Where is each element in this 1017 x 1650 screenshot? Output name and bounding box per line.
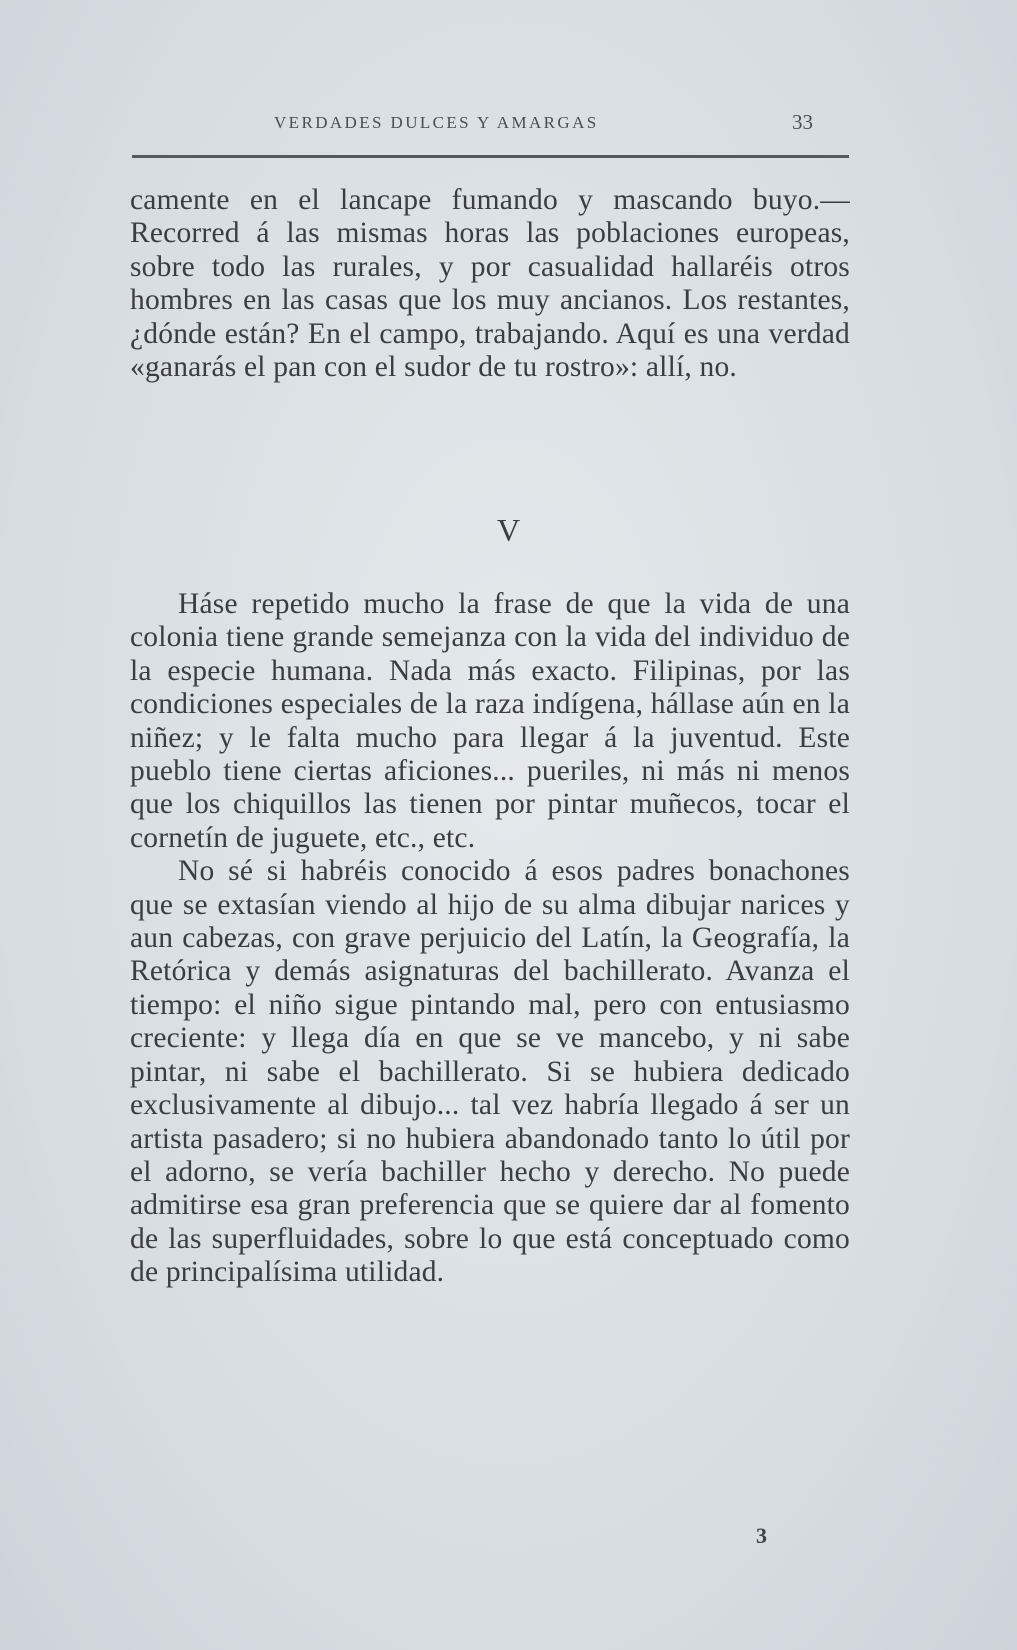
running-title: VERDADES DULCES Y AMARGAS xyxy=(274,113,599,132)
header-rule xyxy=(132,155,849,158)
section-heading: V xyxy=(496,512,521,548)
page-number: 33 xyxy=(792,110,813,134)
paragraph-2: No sé si habréis conocido á esos padres bonachones que se extasían viendo al hijo de su alma dibujar narices y aun cabezas, con grave perjuicio del Latín, la Geografía, la Retórica y demás asignaturas del bachillerato. Avanza el tiempo: el niño sigue pintando mal, pero con entusiasmo creciente: y llega día en que se ve mancebo, y ni sabe pintar, ni sabe el bachillerato. Si se hubiera dedicado exclusivamente al dibujo... tal vez habría llegado á ser un artista pasadero; si no hubiera abandonado tanto lo útil por el adorno, se vería bachiller hecho y derecho. No puede admitirse esa gran preferencia que se quiere dar al fomento de las superfluidades, sobre lo que está conceptuado como de principalísima utilidad. xyxy=(130,855,850,1289)
continued-paragraph: camente en el lancape fumando y mascando buyo.—Recorred á las mismas horas las poblaciones europeas, sobre todo las rurales, y por casualidad hallaréis otros hombres en las casas que los muy ancianos. Los restantes, ¿dónde están? En el campo, trabajando. Aquí es una verdad «ganarás el pan con el sudor de tu rostro»: allí, no. xyxy=(130,184,850,384)
section-text-block xyxy=(130,588,850,1290)
paragraph-1: Háse repetido mucho la frase de que la vida de una colonia tiene grande semejanza con la vida del individuo de la especie humana. Nada más exacto. Filipinas, por las condiciones especiales de la raza indígena, hállase aún en la niñez; y le falta mucho para llegar á la juventud. Este pueblo tiene ciertas aficiones... pueriles, ni más ni menos que los chiquillos las tienen por pintar muñecos, tocar el cornetín de juguete, etc., etc. xyxy=(130,588,850,854)
continued-text-block xyxy=(130,184,850,384)
signature-mark: 3 xyxy=(756,1523,767,1548)
